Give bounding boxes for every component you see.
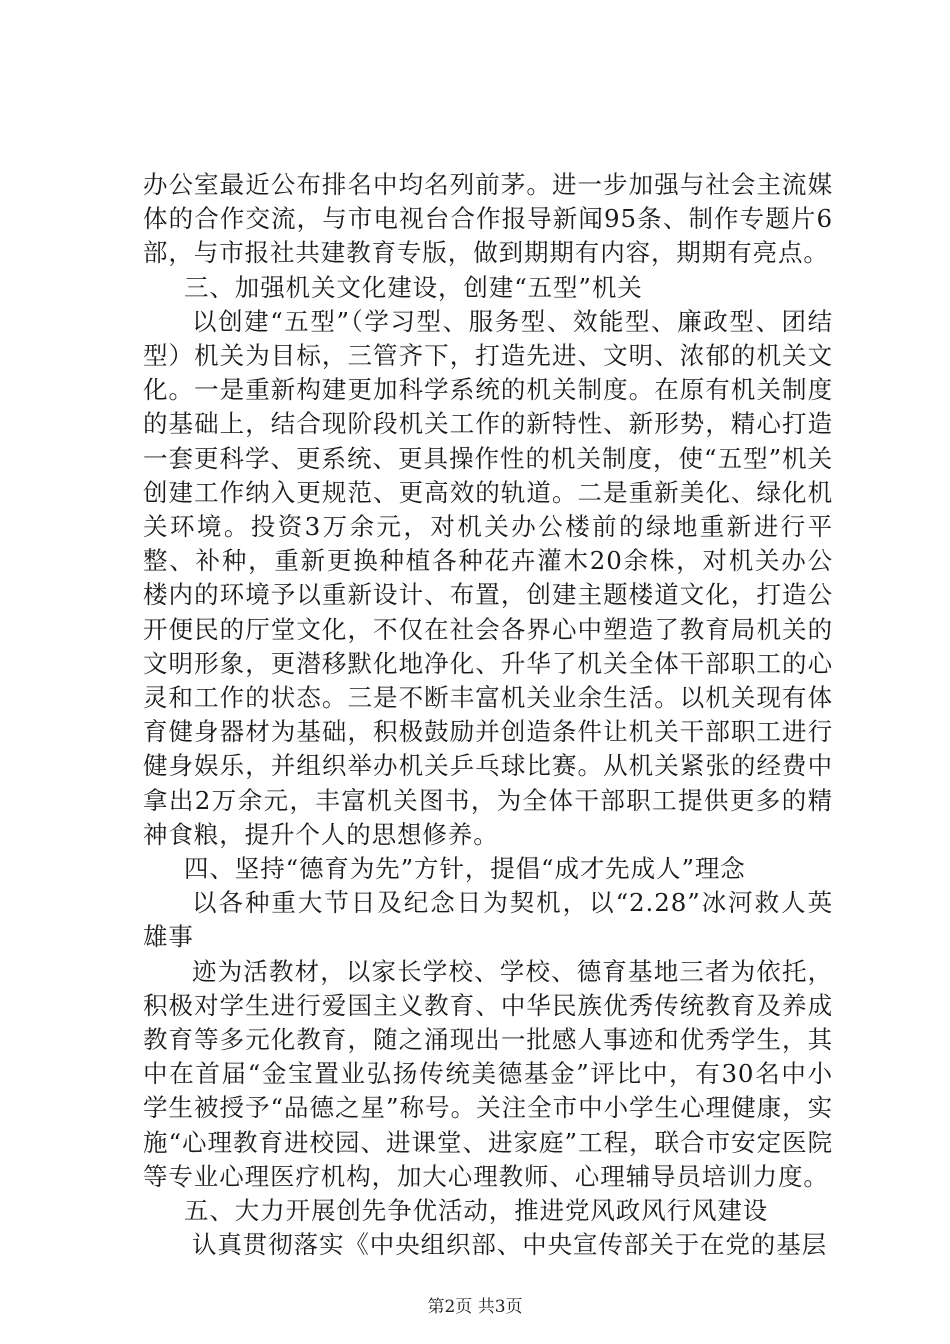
- page-footer: 第2页 共3页: [427, 1297, 523, 1317]
- paragraph-moral-education: 迹为活教材，以家长学校、学校、德育基地三者为依托，积极对学生进行爱国主义教育、中华民族优秀传统教育及养成教育等多元化教育，随之涌现出一批感人事迹和优秀学生，其中在首届“金宝置业弘扬传统美德基金”评比中，有30名中小学生被授予“品德之星”称号。关注全市中小学生心理健康，实施“心理教育进校园、进课堂、进家庭”工程，联合市安定医院等专业心理医疗机构，加大心理教师、心理辅导员培训力度。: [143, 956, 833, 1191]
- document-body: [143, 168, 833, 1263]
- section-heading-five: 五、大力开展创先争优活动，推进党风政风行风建设: [184, 1196, 769, 1226]
- paragraph-media-cooperation: 办公室最近公布排名中均名列前茅。进一步加强与社会主流媒体的合作交流，与市电视台合作报导新闻95条、制作专题片6部，与市报社共建教育专版，做到期期有内容，期期有亮点。: [143, 170, 833, 268]
- paragraph-implementation: 认真贯彻落实《中央组织部、中央宣传部关于在党的基层: [192, 1230, 827, 1260]
- section-heading-four: 四、坚持“德育为先”方针，提倡“成才先成人”理念: [184, 854, 746, 884]
- section-heading-three: 三、加强机关文化建设，创建“五型”机关: [184, 272, 643, 302]
- paragraph-organ-culture: 以创建“五型”（学习型、服务型、效能型、廉政型、团结型）机关为目标，三管齐下，打造先进、文明、浓郁的机关文化。一是重新构建更加科学系统的机关制度。在原有机关制度的基础上，结合现阶段机关工作的新特性、新形势，精心打造一套更科学、更系统、更具操作性的机关制度，使“五型”机关创建工作纳入更规范、更高效的轨道。二是重新美化、绿化机关环境。投资3万余元，对机关办公楼前的绿地重新进行平整、补种，重新更换种植各种花卉灌木20余株，对机关办公楼内的环境予以重新设计、布置，创建主题楼道文化，打造公开便民的厅堂文化，不仅在社会各界心中塑造了教育局机关的文明形象，更潜移默化地净化、升华了机关全体干部职工的心灵和工作的状态。三是不断丰富机关业余生活。以机关现有体育健身器材为基础，积极鼓励并创造条件让机关干部职工进行健身娱乐，并组织举办机关乒乓球比赛。从机关紧张的经费中拿出2万余元，丰富机关图书，为全体干部职工提供更多的精神食粮，提升个人的思想修养。: [143, 306, 833, 849]
- paragraph-moral-education-start: 以各种重大节日及纪念日为契机，以“2.28”冰河救人英雄事: [143, 888, 833, 952]
